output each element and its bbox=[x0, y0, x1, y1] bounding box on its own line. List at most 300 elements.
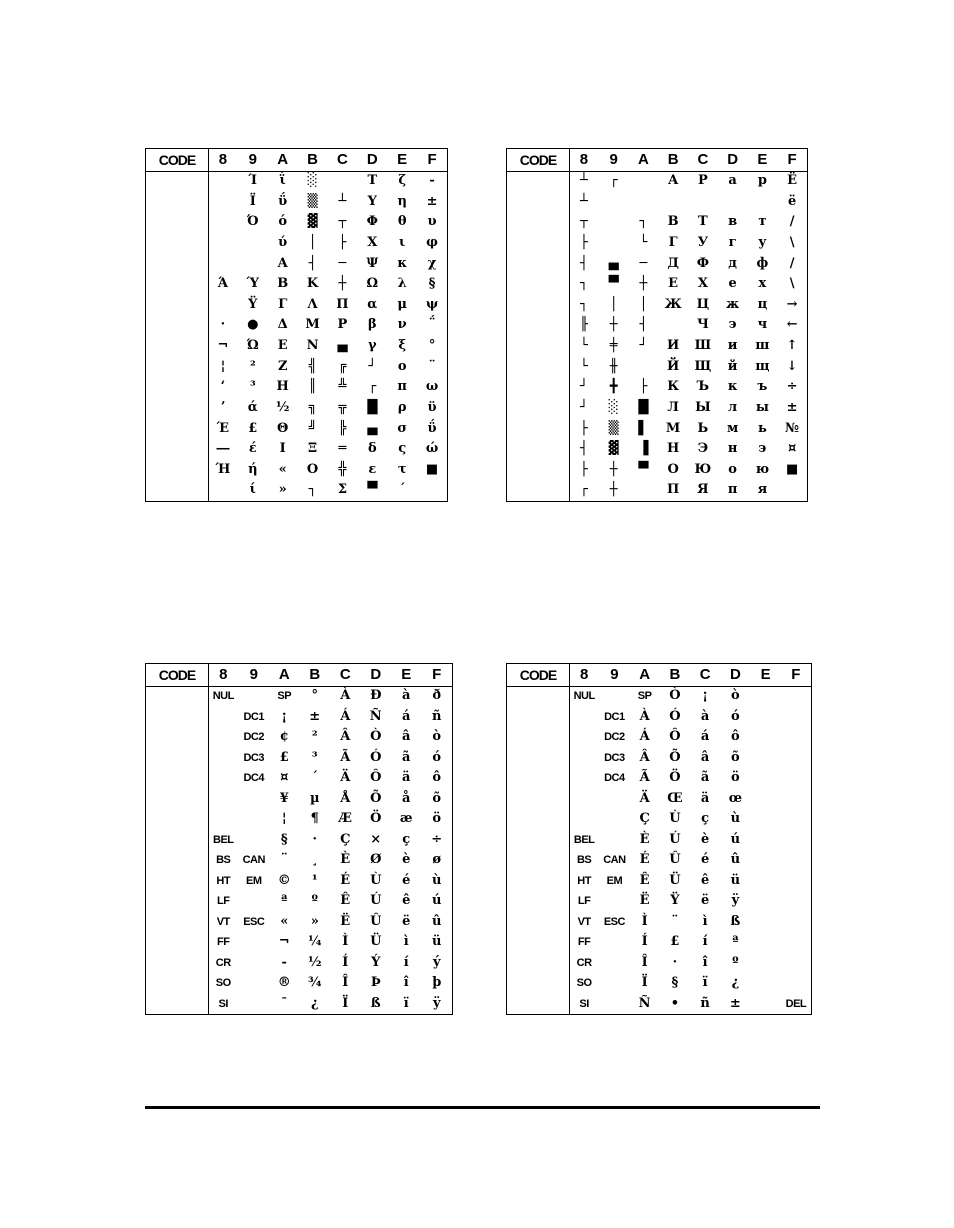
char-cell: Ü bbox=[669, 872, 681, 888]
char-cell: Π bbox=[336, 296, 349, 312]
char-cell: ╔ bbox=[338, 358, 347, 374]
char-cell: Ш bbox=[694, 338, 712, 353]
char-cell: Ó bbox=[669, 708, 681, 724]
char-cell: ψ bbox=[425, 296, 439, 312]
char-cell: П bbox=[666, 482, 680, 498]
char-cell: Ì bbox=[342, 934, 349, 949]
char-cell: Ã bbox=[340, 749, 351, 765]
column-header-C: C bbox=[697, 151, 709, 168]
char-cell: Τ bbox=[367, 173, 378, 188]
char-cell: DEL bbox=[785, 997, 807, 1010]
char-cell: Ñ bbox=[369, 708, 382, 724]
char-cell: ¤ bbox=[787, 441, 797, 457]
char-cell: ↑ bbox=[786, 338, 798, 353]
char-cell: ¦ bbox=[220, 358, 226, 374]
char-cell: ύ bbox=[278, 234, 288, 250]
char-cell: â bbox=[402, 729, 411, 744]
column-header-D: D bbox=[727, 151, 739, 168]
char-cell: § bbox=[280, 831, 288, 847]
char-cell: ┐ bbox=[579, 296, 588, 312]
char-cell: У bbox=[697, 234, 709, 250]
char-cell: Е bbox=[668, 276, 679, 292]
char-cell: л bbox=[728, 399, 738, 415]
char-cell: ┐ bbox=[579, 276, 588, 292]
char-cell: Ô bbox=[370, 770, 382, 785]
char-cell: ┤ bbox=[579, 441, 588, 457]
char-cell: и bbox=[727, 338, 738, 353]
char-cell: ¾ bbox=[307, 975, 322, 990]
char-cell: SI bbox=[579, 997, 589, 1010]
char-cell: ¨ bbox=[281, 852, 288, 867]
char-cell: · bbox=[672, 954, 678, 970]
char-cell: │ bbox=[609, 296, 618, 312]
char-cell: ô bbox=[731, 729, 740, 744]
char-cell: Ω bbox=[366, 276, 379, 292]
char-cell: £ bbox=[279, 749, 289, 765]
char-cell: ┘ bbox=[579, 399, 588, 415]
char-cell: Γ bbox=[278, 296, 288, 312]
char-cell: М bbox=[665, 420, 681, 436]
char-cell: ö bbox=[731, 770, 740, 785]
char-cell: NUL bbox=[212, 690, 234, 702]
char-cell: η bbox=[397, 193, 407, 209]
char-cell: Υ bbox=[367, 193, 377, 209]
char-cell: Ф bbox=[696, 255, 710, 271]
char-cell: ┼ bbox=[609, 317, 618, 333]
char-cell: SO bbox=[215, 977, 231, 989]
char-cell: ┘ bbox=[579, 379, 588, 395]
char-cell: í bbox=[403, 954, 409, 970]
char-cell: ΰ bbox=[278, 193, 288, 209]
char-cell: Ή bbox=[215, 461, 231, 477]
char-cell: « bbox=[280, 913, 289, 929]
char-cell: Х bbox=[697, 276, 708, 292]
char-cell: ª bbox=[732, 934, 739, 949]
char-cell: œ bbox=[728, 790, 743, 806]
char-cell: ш bbox=[755, 338, 770, 353]
char-cell: â bbox=[700, 749, 710, 765]
char-cell: Í bbox=[641, 934, 648, 949]
char-cell: Г bbox=[668, 234, 678, 250]
char-cell: Φ bbox=[366, 214, 378, 230]
char-cell: Ь bbox=[697, 420, 709, 436]
char-cell: Χ bbox=[367, 234, 378, 250]
char-cell: Ι bbox=[279, 441, 286, 457]
char-cell: Á bbox=[639, 729, 650, 744]
char-cell: EM bbox=[246, 874, 262, 887]
char-cell: Ä bbox=[340, 770, 351, 785]
char-cell: ö bbox=[432, 811, 442, 826]
char-cell: º bbox=[732, 954, 739, 970]
char-cell: ╦ bbox=[338, 399, 347, 415]
char-cell: ▀ bbox=[638, 461, 649, 477]
char-cell: ╠ bbox=[338, 420, 347, 436]
column-header-B: B bbox=[309, 666, 321, 683]
char-cell: ï bbox=[702, 975, 708, 990]
char-cell: Ï bbox=[342, 995, 349, 1011]
char-cell: VT bbox=[577, 915, 591, 928]
char-cell: ¦ bbox=[281, 811, 287, 826]
charset-table-greek bbox=[145, 148, 448, 502]
char-cell: é bbox=[402, 872, 411, 888]
char-cell: ESC bbox=[243, 915, 265, 928]
char-cell: ι bbox=[399, 234, 406, 250]
char-cell: æ bbox=[399, 811, 413, 826]
char-cell: ³ bbox=[311, 749, 318, 765]
char-cell: SI bbox=[218, 997, 228, 1010]
char-cell: ρ bbox=[397, 399, 407, 415]
char-cell: ║ bbox=[308, 379, 317, 395]
column-header-8: 8 bbox=[219, 666, 228, 683]
char-cell: ■ bbox=[785, 461, 799, 477]
char-cell: ά bbox=[247, 399, 258, 415]
bottom-rule bbox=[145, 1106, 820, 1109]
char-cell: Ύ bbox=[246, 276, 259, 292]
char-cell: № bbox=[785, 420, 800, 436]
char-cell: ╩ bbox=[338, 379, 347, 395]
char-cell: ß bbox=[730, 913, 741, 929]
char-cell: ж bbox=[726, 296, 740, 312]
char-cell: ▀ bbox=[367, 482, 378, 498]
column-header-E: E bbox=[757, 151, 768, 168]
char-cell: ï bbox=[403, 995, 409, 1011]
char-cell: º bbox=[311, 893, 318, 908]
char-cell: э bbox=[728, 317, 737, 333]
char-cell: д bbox=[728, 255, 737, 271]
char-cell: É bbox=[340, 872, 351, 888]
char-cell: HT bbox=[216, 874, 231, 887]
char-cell: ═ bbox=[338, 441, 347, 457]
char-cell: Δ bbox=[277, 317, 288, 333]
char-cell: ü bbox=[432, 934, 442, 949]
char-cell: È bbox=[340, 852, 351, 867]
char-cell: CAN bbox=[242, 854, 265, 866]
char-cell: щ bbox=[755, 358, 770, 374]
char-cell: ½ bbox=[275, 399, 290, 415]
char-cell: SO bbox=[576, 977, 592, 989]
char-cell: ñ bbox=[700, 995, 710, 1011]
char-cell: Ε bbox=[277, 338, 288, 353]
char-cell: ù bbox=[730, 811, 741, 826]
char-cell: ¬ bbox=[278, 934, 290, 949]
char-cell: ° bbox=[428, 338, 436, 353]
char-cell: à bbox=[402, 688, 411, 703]
char-cell: è bbox=[402, 852, 411, 867]
char-cell: т bbox=[758, 214, 767, 230]
code-header: CODE bbox=[519, 152, 557, 168]
column-header-A: A bbox=[277, 151, 289, 168]
char-cell: ô bbox=[432, 770, 442, 785]
char-cell: γ bbox=[368, 338, 377, 353]
column-header-C: C bbox=[699, 666, 711, 683]
char-cell: á bbox=[700, 729, 710, 744]
char-cell: CAN bbox=[603, 854, 626, 866]
char-cell: Ά bbox=[217, 276, 228, 292]
char-cell: ú bbox=[432, 893, 442, 908]
char-cell: ё bbox=[787, 193, 797, 209]
char-cell: ó bbox=[432, 749, 442, 765]
char-cell: χ bbox=[427, 255, 437, 271]
column-header-8: 8 bbox=[579, 666, 589, 683]
char-cell: р bbox=[757, 173, 767, 188]
char-cell: CR bbox=[215, 956, 231, 969]
char-cell: ¹ bbox=[311, 872, 318, 888]
column-header-C: C bbox=[339, 666, 351, 683]
charset-table-latin-pc bbox=[506, 663, 812, 1015]
char-cell: ή bbox=[248, 461, 258, 477]
column-header-D: D bbox=[729, 666, 741, 683]
char-cell: λ bbox=[397, 276, 407, 292]
char-cell: / bbox=[789, 214, 795, 230]
char-cell: î bbox=[702, 954, 708, 970]
char-cell: я bbox=[757, 482, 768, 498]
char-cell: Á bbox=[340, 708, 351, 724]
char-cell: Й bbox=[666, 358, 680, 374]
char-cell: õ bbox=[731, 749, 740, 765]
char-cell: ÷ bbox=[431, 831, 443, 847]
char-cell: Ê bbox=[639, 872, 650, 888]
char-cell: FF bbox=[217, 936, 230, 948]
char-cell: \ bbox=[789, 234, 795, 250]
char-cell: À bbox=[639, 708, 650, 724]
char-cell: ò bbox=[731, 688, 740, 703]
column-header-A: A bbox=[637, 151, 649, 168]
char-cell: м bbox=[726, 420, 739, 436]
char-cell: á bbox=[402, 708, 411, 724]
column-header-D: D bbox=[370, 666, 382, 683]
char-cell: ┌ bbox=[368, 379, 377, 395]
char-cell: ю bbox=[755, 461, 770, 477]
char-cell: ω bbox=[425, 379, 439, 395]
char-cell: ώ bbox=[425, 441, 439, 457]
char-cell: Т bbox=[698, 214, 708, 230]
char-cell: ▄ bbox=[367, 420, 378, 436]
char-cell: ç bbox=[402, 831, 411, 847]
char-cell: ┌ bbox=[579, 482, 588, 498]
char-cell: ъ bbox=[757, 379, 768, 395]
char-cell: ί bbox=[249, 482, 256, 498]
char-cell: · bbox=[312, 831, 318, 847]
char-cell: LF bbox=[577, 895, 591, 907]
char-cell: ¿ bbox=[310, 995, 319, 1011]
char-cell: ■ bbox=[425, 461, 439, 477]
char-cell: DC4 bbox=[243, 772, 264, 784]
char-cell: ┼ bbox=[639, 276, 648, 292]
char-cell: Û bbox=[370, 913, 382, 929]
charset-table-latin1 bbox=[145, 663, 453, 1015]
char-cell: ú bbox=[730, 831, 741, 847]
char-cell: ä bbox=[402, 770, 411, 785]
char-cell: ▓ bbox=[307, 214, 318, 230]
char-cell: • bbox=[670, 995, 680, 1011]
char-cell: Õ bbox=[370, 790, 382, 806]
char-cell: ν bbox=[397, 317, 407, 333]
char-cell: Ò bbox=[669, 688, 681, 703]
char-cell: у bbox=[758, 234, 767, 250]
char-cell: θ bbox=[397, 214, 407, 230]
char-cell: φ bbox=[426, 234, 438, 250]
char-cell: ┌ bbox=[609, 173, 618, 188]
char-cell: ÿ bbox=[432, 995, 441, 1011]
column-header-E: E bbox=[397, 151, 408, 168]
char-cell: Э bbox=[697, 441, 709, 457]
column-header-B: B bbox=[307, 151, 318, 168]
char-cell: ░ bbox=[608, 399, 619, 415]
char-cell: Я bbox=[697, 482, 709, 498]
column-header-E: E bbox=[760, 666, 771, 683]
char-cell: Ξ bbox=[307, 441, 318, 457]
char-cell: ζ bbox=[398, 173, 407, 188]
char-cell: Β bbox=[277, 276, 289, 292]
char-cell: DC2 bbox=[243, 731, 264, 743]
char-cell: ├ bbox=[579, 420, 588, 436]
char-cell: Ú bbox=[370, 893, 382, 908]
char-cell: ┬ bbox=[579, 214, 588, 230]
char-cell: β bbox=[367, 317, 377, 333]
char-cell: └ bbox=[579, 338, 588, 353]
code-header: CODE bbox=[519, 667, 557, 683]
char-cell: Ø bbox=[370, 852, 382, 867]
char-cell: ├ bbox=[579, 234, 588, 250]
char-cell: ╟ bbox=[579, 317, 588, 333]
char-cell: Κ bbox=[306, 276, 319, 292]
column-header-8: 8 bbox=[218, 151, 228, 168]
char-cell: α bbox=[367, 296, 378, 312]
char-cell: Œ bbox=[667, 790, 683, 806]
char-cell: ΐ bbox=[279, 173, 286, 188]
char-cell: Ò bbox=[370, 729, 382, 744]
char-cell: Å bbox=[340, 790, 351, 806]
char-cell: ¨ bbox=[671, 913, 679, 929]
char-cell: Â bbox=[639, 749, 650, 765]
char-cell: Ί bbox=[248, 173, 258, 188]
char-cell: í bbox=[702, 934, 708, 949]
char-cell: È bbox=[639, 831, 650, 847]
char-cell: » bbox=[278, 482, 287, 498]
char-cell: ¨ bbox=[428, 358, 436, 374]
column-header-F: F bbox=[432, 666, 442, 683]
char-cell: ░ bbox=[307, 173, 318, 188]
char-cell: ▒ bbox=[608, 420, 619, 436]
char-cell: Ч bbox=[696, 317, 709, 333]
char-cell: Θ bbox=[277, 420, 289, 436]
char-cell: Ö bbox=[370, 811, 382, 826]
char-cell: ┴ bbox=[579, 193, 588, 209]
char-cell: ┼ bbox=[609, 482, 618, 498]
char-cell: DC1 bbox=[243, 710, 264, 723]
char-cell: » bbox=[310, 913, 319, 929]
char-cell: Р bbox=[697, 173, 708, 188]
char-cell: ± bbox=[426, 193, 438, 209]
char-cell: DC3 bbox=[243, 751, 264, 764]
char-cell: ç bbox=[701, 811, 710, 826]
char-cell: û bbox=[432, 913, 442, 929]
char-cell: ├ bbox=[639, 379, 648, 395]
char-cell: £ bbox=[248, 420, 258, 436]
char-cell: ╋ bbox=[609, 379, 618, 395]
char-cell: ± bbox=[786, 399, 798, 415]
char-cell: Û bbox=[669, 852, 681, 867]
char-cell: Λ bbox=[307, 296, 318, 312]
char-cell: ├ bbox=[338, 234, 347, 250]
char-cell: ┤ bbox=[639, 317, 648, 333]
char-cell: → bbox=[786, 296, 798, 312]
char-cell: х bbox=[758, 276, 767, 292]
code-header: CODE bbox=[158, 667, 196, 683]
char-cell: Ζ bbox=[277, 358, 288, 374]
char-cell: Ο bbox=[306, 461, 319, 477]
char-cell: û bbox=[730, 852, 741, 867]
char-cell: Ä bbox=[639, 790, 650, 806]
char-cell: О bbox=[667, 461, 679, 477]
char-cell: Ç bbox=[639, 811, 650, 826]
char-cell: § bbox=[671, 975, 679, 990]
char-cell: ο bbox=[397, 358, 407, 374]
char-cell: э bbox=[758, 441, 767, 457]
char-cell: Ë bbox=[340, 913, 351, 929]
column-header-A: A bbox=[639, 666, 651, 683]
char-cell: î bbox=[403, 975, 409, 990]
column-header-F: F bbox=[791, 666, 801, 683]
char-cell: \ bbox=[789, 276, 795, 292]
char-cell: п bbox=[727, 482, 738, 498]
char-cell: █ bbox=[638, 399, 649, 415]
char-cell: BS bbox=[576, 854, 592, 866]
char-cell: DC1 bbox=[604, 710, 625, 723]
char-cell: FF bbox=[577, 936, 591, 948]
char-cell: Ϋ bbox=[248, 296, 258, 312]
char-cell: å bbox=[402, 790, 411, 806]
char-cell: ΄ bbox=[398, 482, 406, 498]
char-cell: ό bbox=[278, 214, 288, 230]
char-cell: Ы bbox=[695, 399, 711, 415]
char-cell: ╬ bbox=[338, 461, 347, 477]
char-cell: ESC bbox=[603, 915, 625, 928]
char-cell: ¸ bbox=[311, 852, 318, 867]
char-cell: VT bbox=[216, 915, 230, 928]
char-cell: Í bbox=[342, 954, 349, 970]
char-cell: Ц bbox=[696, 296, 710, 312]
char-cell: ¤ bbox=[280, 770, 289, 785]
char-cell: ╗ bbox=[308, 399, 317, 415]
charset-table-cyrillic bbox=[506, 148, 808, 502]
char-cell: SP bbox=[637, 690, 652, 702]
char-cell: ΅ bbox=[428, 317, 436, 333]
char-cell: ┼ bbox=[338, 276, 347, 292]
char-cell: ÿ bbox=[731, 893, 740, 908]
char-cell: ├ bbox=[579, 461, 588, 477]
char-cell: ë bbox=[402, 913, 411, 929]
char-cell: - bbox=[429, 173, 435, 188]
char-cell: DC3 bbox=[604, 751, 625, 764]
char-cell: © bbox=[277, 872, 291, 888]
char-cell: ¼ bbox=[307, 934, 322, 949]
column-header-F: F bbox=[427, 151, 437, 168]
char-cell: ┘ bbox=[368, 358, 377, 374]
char-cell: Ψ bbox=[366, 255, 379, 271]
char-cell: ä bbox=[700, 790, 710, 806]
char-cell: ┤ bbox=[308, 255, 317, 271]
char-cell: Ê bbox=[340, 893, 351, 908]
char-cell: Ð bbox=[370, 688, 382, 703]
char-cell: Ù bbox=[669, 811, 681, 826]
char-cell: ┴ bbox=[338, 193, 347, 209]
char-cell: Έ bbox=[216, 420, 230, 436]
char-cell: █ bbox=[367, 399, 378, 415]
char-cell: - bbox=[281, 954, 287, 970]
char-cell: µ bbox=[309, 790, 320, 806]
column-header-A: A bbox=[278, 666, 290, 683]
